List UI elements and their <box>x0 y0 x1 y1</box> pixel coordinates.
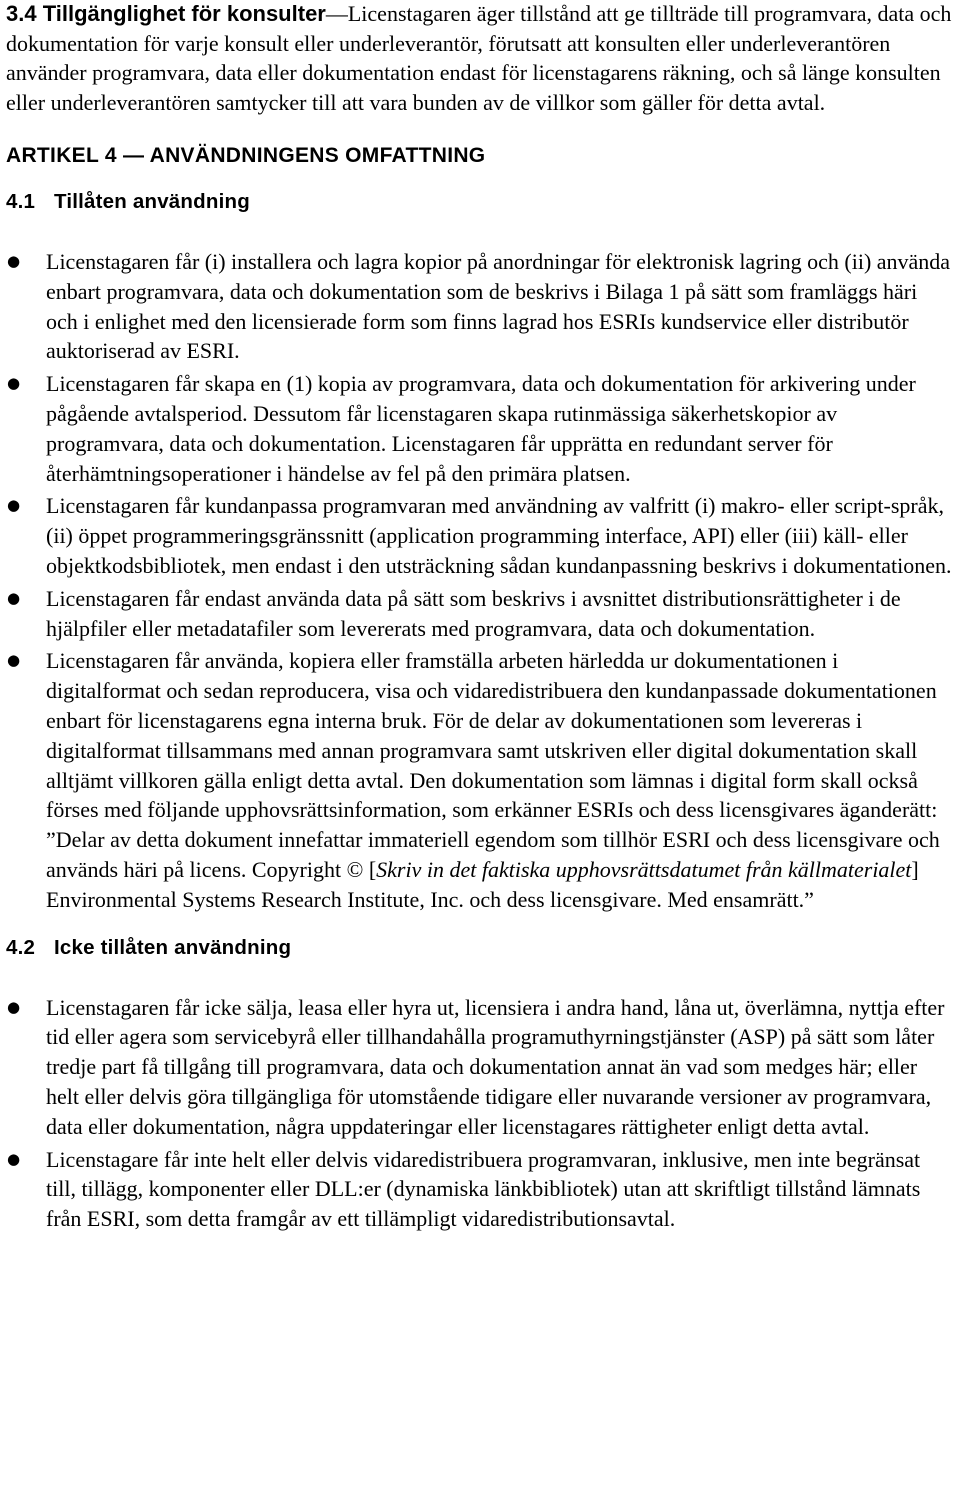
list-item: ● Licenstagaren får skapa en (1) kopia av programvara, data och dokumentation för arkivering under pågående avtalsperiod. Dessutom får licenstagaren skapa rutinmässiga säkerhetskopior av programvara, data och dokumentation. Licenstagaren får upprätta en redundant server för återhämtningsoperationer i händelse av fel på den primära platsen. <box>7 371 916 486</box>
document-page <box>6 0 954 1234</box>
section-number: 4.2 <box>6 935 36 959</box>
section-title: Icke tillåten användning <box>54 935 292 959</box>
section-heading-4-1 <box>6 189 954 215</box>
placeholder-italic: Skriv in det faktiska upphovsrättsdatumet från källmaterialet <box>376 856 912 882</box>
list-item: ● Licenstagaren får (i) installera och lagra kopior på anordningar för elektronisk lagring och (ii) använda enbart programvara, data och dokumentation som de beskrivs i Bilaga 1 på sätt som framläggs häri och i enlighet med den licensierade form som finns lagrad hos ESRIs kundservice eller distributör auktoriserad av ESRI. <box>7 249 951 364</box>
intro-paragraph <box>6 0 954 117</box>
permitted-use-list <box>6 247 954 915</box>
list-item: ● Licenstagare får inte helt eller delvis vidaredistribuera programvaran, inklusive, men inte begränsat till, tillägg, komponenter eller DLL:er (dynamiska länkbibliotek) utan att skriftligt tillstånd lämnats från ESRI, som detta framgår av ett tillämpligt vidaredistributionsavtal. <box>7 1146 921 1232</box>
list-item: ● Licenstagaren får kundanpassa programvaran med användning av valfritt (i) makro- eller script-språk, (ii) öppet programmeringsgränssnitt (application programming interface, API) eller (iii) käll- eller objektkodsbibliotek, men endast i den utsträckning sådan kundanpassning beskrivs i dokumentationen. <box>7 493 952 578</box>
item-text: Licenstagaren får använda, kopiera eller framställa arbeten härledda ur dokumentationen i digitalformat och sedan reproducera, visa och vidaredistribuera den kundanpassade dokumentationen enbart för licenstagarens egna interna bruk. För de delar av dokumentationen som levereras i digitalformat tillsammans med annan programvara samt utskriven eller digital dokumentation skall alltjämt villkoren gälla enligt detta avtal. Den dokumentation som lämnas i digital form skall också förses med följande upphovsrättsinformation, som erkänner ESRIs och dess licensgivares äganderätt: ”Delar av detta dokument innefattar immateriell egendom som tillhör ESRI och dess licensgivare och används häri på licens. Copyright © <box>46 648 940 882</box>
section-heading-4-2 <box>6 935 954 961</box>
bullet-icon: ● <box>7 1149 21 1168</box>
bullet-icon: ● <box>7 997 21 1016</box>
section-title: Tillåten användning <box>54 190 250 213</box>
intro-text: —Licenstagaren äger tillstånd att ge tillträde till programvara, data och dokumentation för varje konsult eller underleverantör, förutsatt att konsulten eller underleverantören använder programvara, data eller dokumentation endast för licenstagarens räkning, och så länge konsulten eller underleverantören samtycker till att vara bunden av de villkor som gäller för detta avtal. <box>6 1 952 115</box>
prohibited-use-list <box>6 993 954 1234</box>
list-item: ● Licenstagaren får använda, kopiera eller framställa arbeten härledda ur dokumentationen i digitalformat och sedan reproducera, visa och vidaredistribuera den kundanpassade dokumentationen enbart för licenstagarens egna interna bruk. För de delar av dokumentationen som levereras i digitalformat tillsammans med annan programvara samt utskriven eller digital dokumentation skall alltjämt villkoren gälla enligt detta avtal. Den dokumentation som lämnas i digital form skall också förses med följande upphovsrättsinformation, som erkänner ESRIs och dess licensgivares äganderätt: ”Delar av detta dokument innefattar immateriell egendom som tillhör ESRI och dess licensgivare och används häri på licens. Copyright © [Skriv in det faktiska upphovsrättsdatumet från källmaterialet] Environmental Systems Research Institute, Inc. och dess licensgivare. Med ensamrätt.” <box>7 648 940 912</box>
intro-lead: 3.4 Tillgänglighet för konsulter <box>6 1 326 26</box>
article-heading: ARTIKEL 4 — ANVÄNDNINGENS OMFATTNING <box>6 144 486 167</box>
list-item: ● Licenstagaren får endast använda data på sätt som beskrivs i avsnittet distributionsrättigheter i de hjälpfiler eller metadatafiler som levererats med programvara, data och dokumentation. <box>7 585 901 641</box>
list-item: ● Licenstagaren får icke sälja, leasa eller hyra ut, licensiera i andra hand, låna ut, överlämna, nyttja efter tid eller agera som servicebyrå eller tillhandahålla programuthyrningstjänster (ASP) på sätt som låter tredje part få tillgång till programvara, data och dokumentation annat än vad som medges här; eller helt eller delvis göra tillgängliga för utomstående tidigare eller nuvarande versioner av programvara, data eller dokumentation, några uppdateringar eller licenstagares rättigheter enligt detta avtal. <box>7 994 945 1139</box>
bullet-icon: ● <box>7 588 21 607</box>
section-number: 4.1 <box>6 190 36 213</box>
bullet-icon: ● <box>7 252 21 270</box>
bullet-icon: ● <box>7 651 21 670</box>
bullet-icon: ● <box>7 374 21 393</box>
item-tail: ] Environmental Systems Research Institute, Inc. och dess licensgivare. Med ensamrätt.” <box>46 856 919 912</box>
bullet-icon: ● <box>7 496 21 515</box>
